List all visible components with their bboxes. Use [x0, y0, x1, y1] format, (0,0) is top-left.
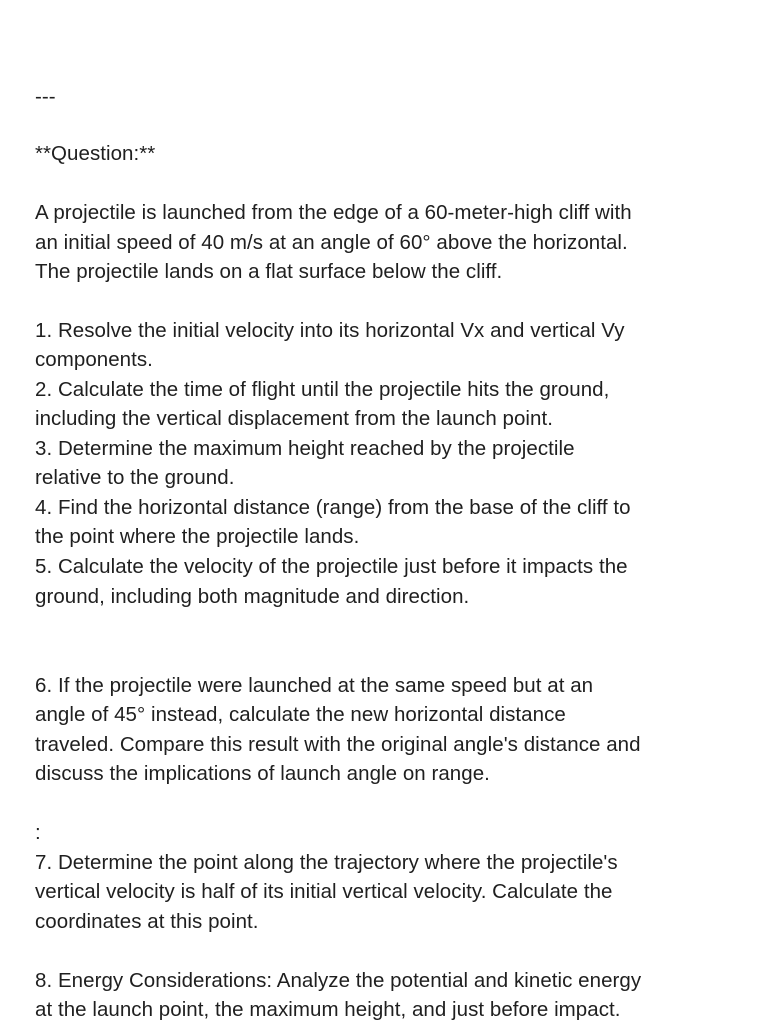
list-item-line: ground, including both magnitude and direction.: [35, 585, 470, 608]
intro-line: an initial speed of 40 m/s at an angle of 60° above the horizontal.: [35, 231, 628, 254]
list-item-line: 3. Determine the maximum height reached by the projectile: [35, 437, 575, 460]
list-item-line: at the launch point, the maximum height, and just before impact.: [35, 998, 621, 1021]
list-item-line: 8. Energy Considerations: Analyze the potential and kinetic energy: [35, 969, 642, 992]
list-item-line: 6. If the projectile were launched at the same speed but at an: [35, 674, 594, 697]
list-item-line: discuss the implications of launch angle on range.: [35, 762, 490, 785]
question-heading: **Question:**: [35, 142, 156, 165]
list-item-line: the point where the projectile lands.: [35, 525, 360, 548]
intro-line: The projectile lands on a flat surface below the cliff.: [35, 260, 503, 283]
divider-line: ---: [35, 85, 56, 108]
list-item-line: 7. Determine the point along the trajectory where the projectile's: [35, 851, 618, 874]
list-item-line: 4. Find the horizontal distance (range) from the base of the cliff to: [35, 496, 631, 519]
list-item-line: coordinates at this point.: [35, 910, 259, 933]
intro-line: A projectile is launched from the edge of a 60-meter-high cliff with: [35, 201, 632, 224]
list-item-line: 1. Resolve the initial velocity into its horizontal Vx and vertical Vy: [35, 319, 625, 342]
list-item-line: vertical velocity is half of its initial vertical velocity. Calculate the: [35, 880, 613, 903]
list-item-line: 5. Calculate the velocity of the projectile just before it impacts the: [35, 555, 628, 578]
list-item-line: traveled. Compare this result with the original angle's distance and: [35, 733, 641, 756]
list-item-line: including the vertical displacement from the launch point.: [35, 407, 553, 430]
stray-colon: :: [35, 821, 41, 844]
list-item-line: angle of 45° instead, calculate the new horizontal distance: [35, 703, 566, 726]
list-item-line: relative to the ground.: [35, 466, 235, 489]
list-item-line: components.: [35, 348, 153, 371]
list-item-line: 2. Calculate the time of flight until the projectile hits the ground,: [35, 378, 610, 401]
